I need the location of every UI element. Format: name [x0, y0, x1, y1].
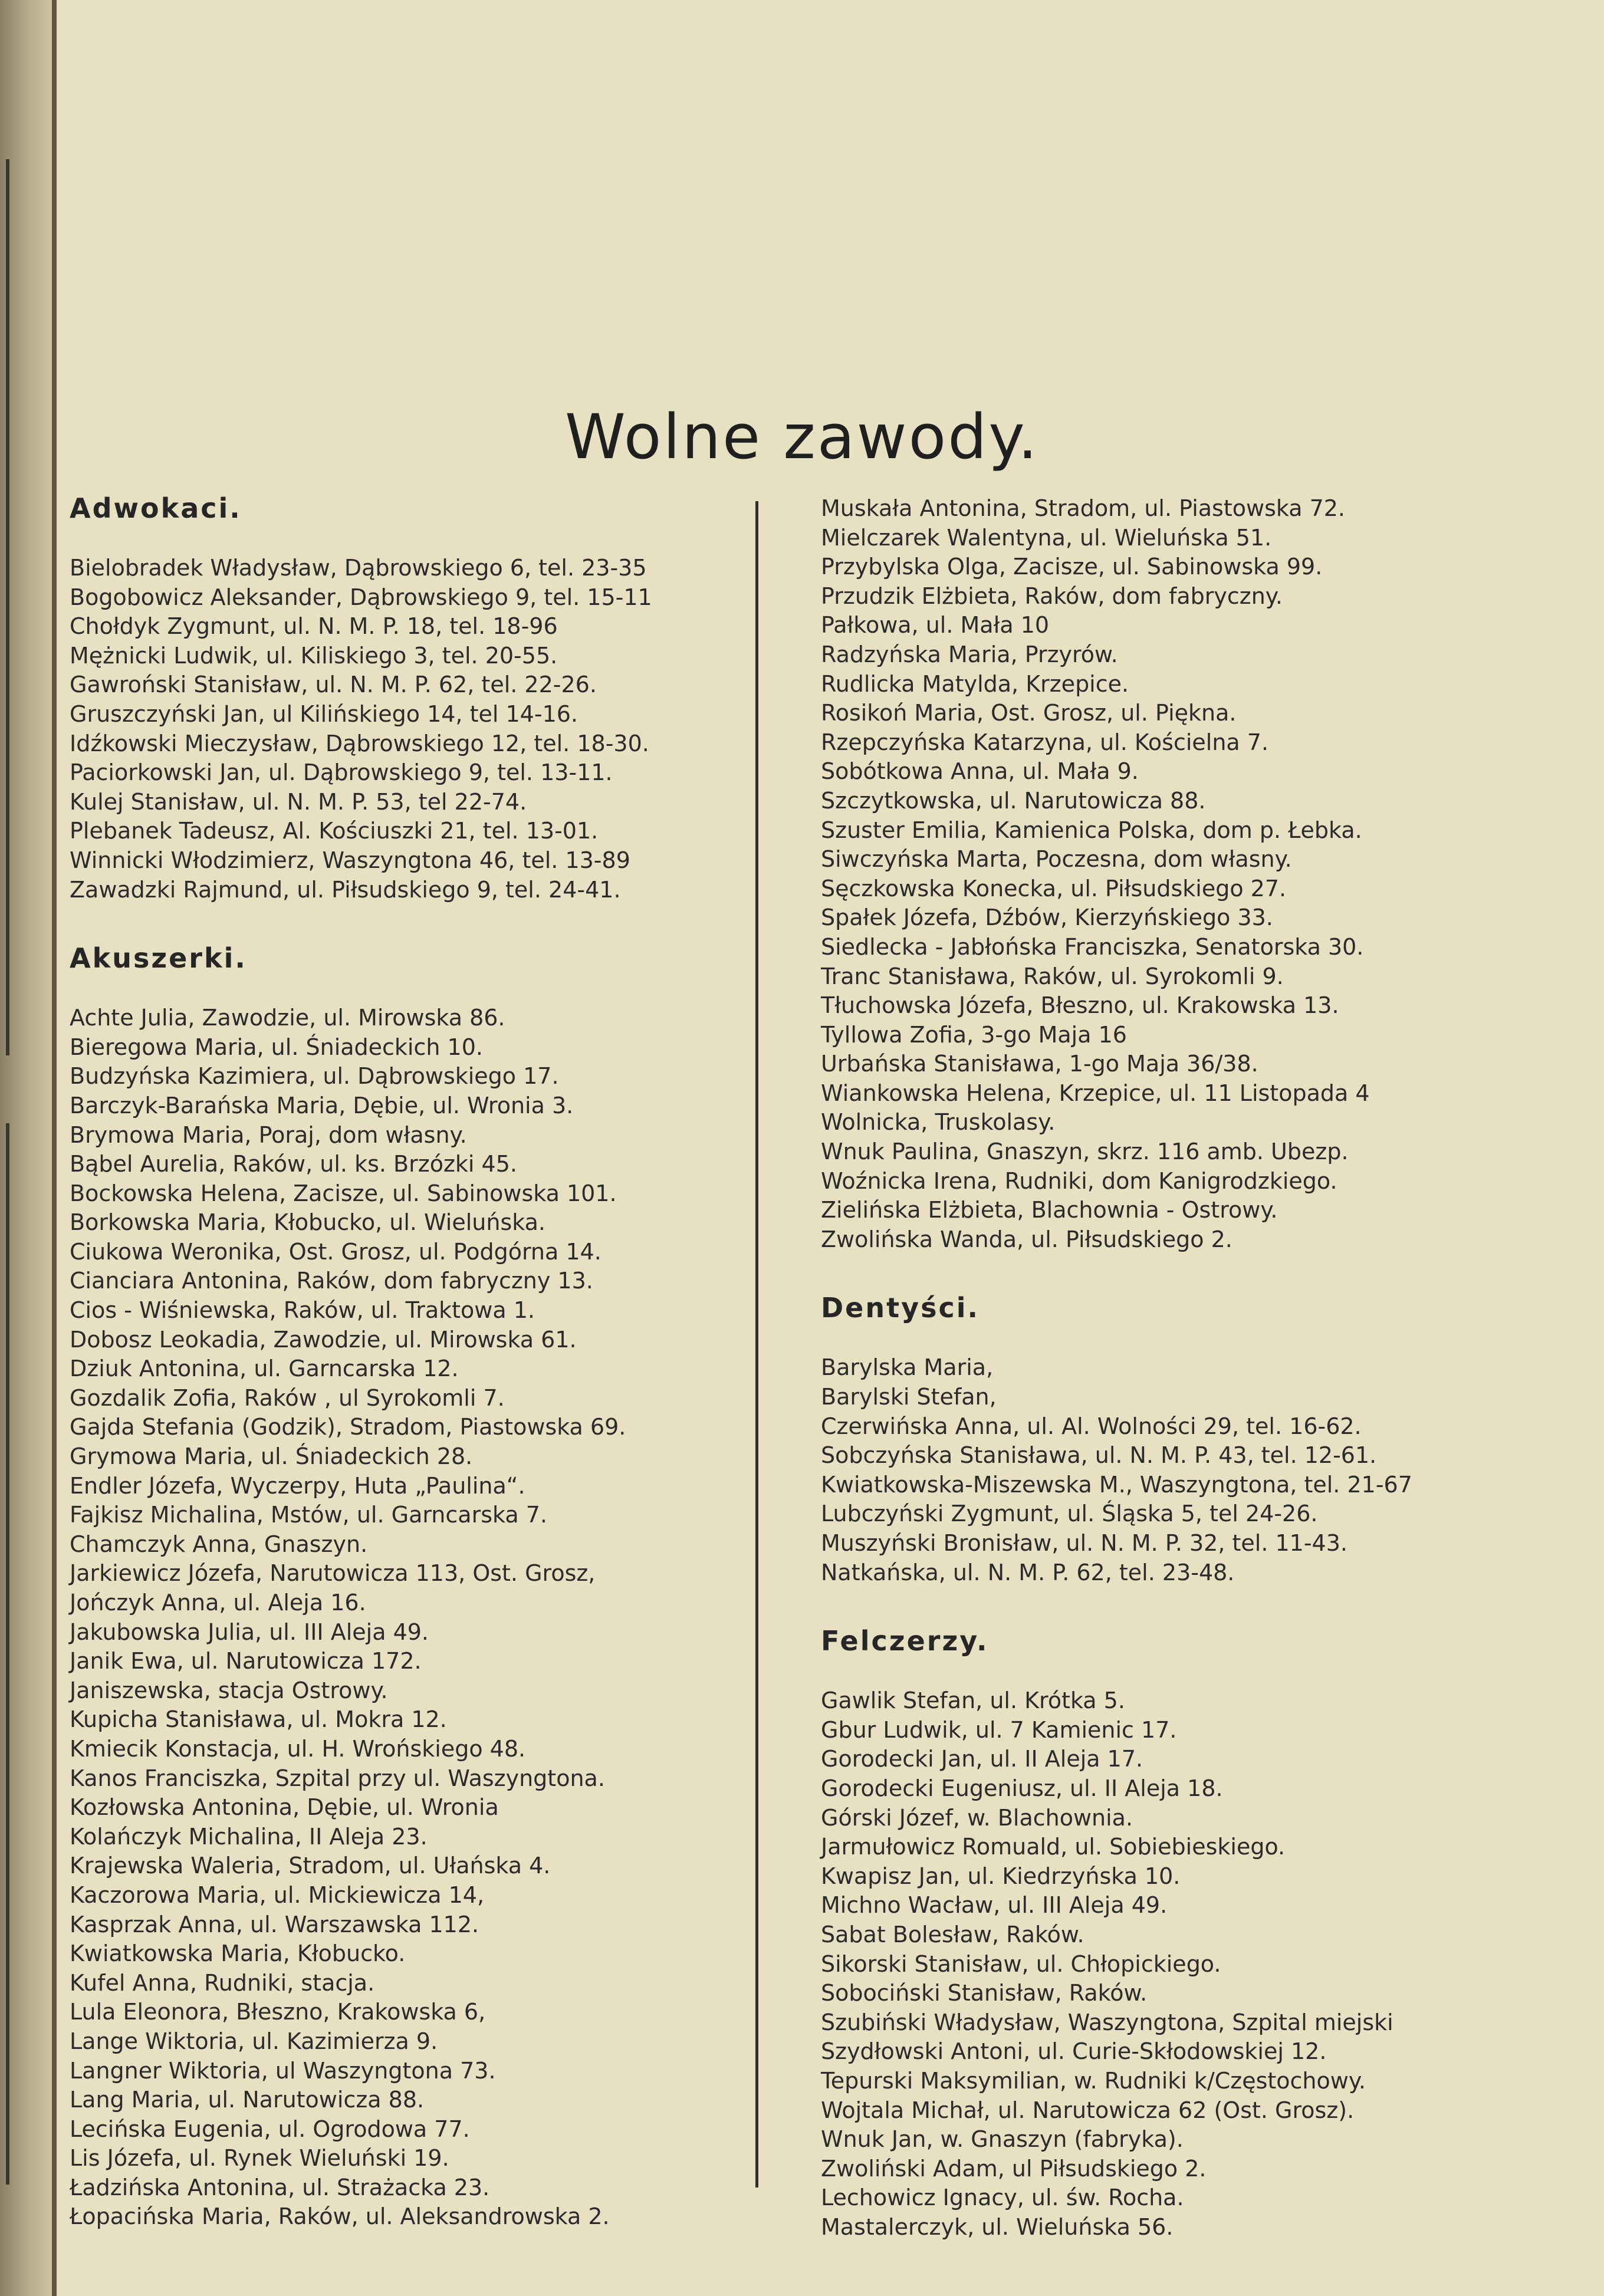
directory-entry: Gorodecki Jan, ul. II Aleja 17.: [821, 1746, 1143, 1772]
right-column: [821, 494, 1534, 2279]
directory-entry: Urbańska Stanisława, 1-go Maja 36/38.: [821, 1051, 1258, 1077]
directory-entry: Jończyk Anna, ul. Aleja 16.: [70, 1590, 366, 1616]
directory-entry: Tepurski Maksymilian, w. Rudniki k/Częstochowy.: [821, 2067, 1366, 2094]
directory-entry: Lis Józefa, ul. Rynek Wieluński 19.: [70, 2145, 449, 2172]
directory-entry: Łopacińska Maria, Raków, ul. Aleksandrowska 2.: [70, 2203, 610, 2230]
directory-entry: Zielińska Elżbieta, Blachownia - Ostrowy.: [821, 1197, 1278, 1223]
left-column: [70, 492, 742, 2269]
directory-entry: Kulej Stanisław, ul. N. M. P. 53, tel 22-74.: [70, 788, 527, 815]
directory-entry: Krajewska Waleria, Stradom, ul. Ułańska 4.: [70, 1853, 551, 1879]
directory-entry: Tyllowa Zofia, 3-go Maja 16: [821, 1021, 1127, 1048]
directory-entry: Muszyński Bronisław, ul. N. M. P. 32, tel. 11-43.: [821, 1530, 1347, 1556]
directory-entry: Barylska Maria,: [821, 1354, 994, 1381]
directory-entry: Dobosz Leokadia, Zawodzie, ul. Mirowska 61.: [70, 1326, 577, 1353]
directory-entry: Zwolińska Wanda, ul. Piłsudskiego 2.: [821, 1226, 1232, 1252]
directory-entry: Sęczkowska Konecka, ul. Piłsudskiego 27.: [821, 875, 1287, 902]
directory-entry: Kolańczyk Michalina, II Aleja 23.: [70, 1823, 428, 1850]
directory-entry: Sabat Bolesław, Raków.: [821, 1921, 1084, 1948]
directory-entry: Lecińska Eugenia, ul. Ogrodowa 77.: [70, 2116, 470, 2142]
directory-entry: Jarmułowicz Romuald, ul. Sobiebieskiego.: [821, 1834, 1286, 1860]
directory-entry: Wnuk Paulina, Gnaszyn, skrz. 116 amb. Ubezp.: [821, 1139, 1349, 1165]
directory-entry: Wojtala Michał, ul. Narutowicza 62 (Ost. Grosz).: [821, 2097, 1355, 2123]
directory-entry: Paciorkowski Jan, ul. Dąbrowskiego 9, tel. 13-11.: [70, 759, 613, 786]
previous-page-border-line: [6, 1123, 9, 2185]
directory-entry: Fajkisz Michalina, Mstów, ul. Garncarska 7.: [70, 1502, 547, 1528]
directory-entry: Pałkowa, ul. Mała 10: [821, 612, 1050, 639]
directory-entry: Endler Józefa, Wyczerpy, Huta „Paulina“.: [70, 1472, 525, 1499]
directory-entry: Lang Maria, ul. Narutowicza 88.: [70, 2087, 425, 2113]
directory-entry: Szydłowski Antoni, ul. Curie-Skłodowskiej 12.: [821, 2038, 1327, 2065]
directory-entry: Bąbel Aurelia, Raków, ul. ks. Brzózki 45.: [70, 1151, 517, 1177]
directory-entry: Siwczyńska Marta, Poczesna, dom własny.: [821, 846, 1292, 873]
directory-entry: Ciukowa Weronika, Ost. Grosz, ul. Podgórna 14.: [70, 1238, 602, 1265]
directory-entry: Kwiatkowska Maria, Kłobucko.: [70, 1940, 406, 1967]
directory-entry: Chołdyk Zygmunt, ul. N. M. P. 18, tel. 18-96: [70, 613, 558, 640]
section-dentys-ci: [821, 1292, 1534, 1587]
section-akuszerki: [70, 942, 742, 2232]
directory-entry: Janiszewska, stacja Ostrowy.: [70, 1677, 388, 1703]
directory-entry: Bieregowa Maria, ul. Śniadeckich 10.: [70, 1034, 483, 1060]
section-heading: Akuszerki.: [70, 942, 247, 975]
directory-entry: Sobociński Stanisław, Raków.: [821, 1980, 1148, 2006]
directory-entry: Czerwińska Anna, ul. Al. Wolności 29, tel. 16-62.: [821, 1413, 1362, 1439]
directory-entry: Gajda Stefania (Godzik), Stradom, Piastowska 69.: [70, 1414, 626, 1440]
directory-entry: Plebanek Tadeusz, Al. Kościuszki 21, tel. 13-01.: [70, 818, 599, 844]
directory-entry: Idźkowski Mieczysław, Dąbrowskiego 12, tel. 18-30.: [70, 730, 649, 756]
directory-entry: Zwoliński Adam, ul Piłsudskiego 2.: [821, 2155, 1207, 2182]
directory-entry: Zawadzki Rajmund, ul. Piłsudskiego 9, tel. 24-41.: [70, 876, 621, 903]
directory-entry: Jarkiewicz Józefa, Narutowicza 113, Ost. Grosz,: [70, 1560, 596, 1587]
section-continued: [821, 494, 1534, 1254]
directory-entry: Rosikoń Maria, Ost. Grosz, ul. Piękna.: [821, 700, 1237, 726]
directory-entry: Tranc Stanisława, Raków, ul. Syrokomli 9.: [821, 963, 1284, 989]
directory-entry: Achte Julia, Zawodzie, ul. Mirowska 86.: [70, 1005, 505, 1031]
directory-entry: Dziuk Antonina, ul. Garncarska 12.: [70, 1356, 459, 1382]
directory-entry: Kmiecik Konstacja, ul. H. Wrońskiego 48.: [70, 1735, 526, 1762]
directory-entry: Kozłowska Antonina, Dębie, ul. Wronia: [70, 1794, 499, 1821]
directory-entry: Bogobowicz Aleksander, Dąbrowskiego 9, tel. 15-11: [70, 584, 652, 610]
directory-entry: Lange Wiktoria, ul. Kazimierza 9.: [70, 2028, 438, 2054]
directory-entry: Mężnicki Ludwik, ul. Kiliskiego 3, tel. 20-55.: [70, 642, 558, 669]
directory-entry: Lubczyński Zygmunt, ul. Śląska 5, tel 24-26.: [821, 1501, 1318, 1527]
directory-entry: Mielczarek Walentyna, ul. Wieluńska 51.: [821, 524, 1272, 551]
directory-entry: Rzepczyńska Katarzyna, ul. Kościelna 7.: [821, 729, 1269, 755]
page-title: Wolne zawody.: [564, 401, 1040, 473]
directory-entry: Kufel Anna, Rudniki, stacja.: [70, 1969, 375, 1996]
directory-entry: Sobczyńska Stanisława, ul. N. M. P. 43, tel. 12-61.: [821, 1442, 1377, 1469]
directory-entry: Kwapisz Jan, ul. Kiedrzyńska 10.: [821, 1863, 1181, 1889]
directory-entry: Bielobradek Władysław, Dąbrowskiego 6, tel. 23-35: [70, 555, 647, 581]
directory-entry: Brymowa Maria, Poraj, dom własny.: [70, 1121, 467, 1148]
directory-entry: Cios - Wiśniewska, Raków, ul. Traktowa 1.: [70, 1297, 535, 1324]
directory-entry: Michno Wacław, ul. III Aleja 49.: [821, 1892, 1168, 1919]
directory-entry: Radzyńska Maria, Przyrów.: [821, 641, 1118, 667]
directory-entry: Wiankowska Helena, Krzepice, ul. 11 Listopada 4: [821, 1080, 1370, 1106]
directory-entry: Wolnicka, Truskolasy.: [821, 1109, 1056, 1136]
directory-entry: Szuster Emilia, Kamienica Polska, dom p. Łebka.: [821, 817, 1362, 843]
directory-entry: Janik Ewa, ul. Narutowicza 172.: [70, 1648, 422, 1675]
directory-entry: Rudlicka Matylda, Krzepice.: [821, 670, 1129, 697]
directory-entry: Natkańska, ul. N. M. P. 62, tel. 23-48.: [821, 1559, 1235, 1586]
directory-entry: Lechowicz Ignacy, ul. św. Rocha.: [821, 2185, 1184, 2211]
directory-entry: Kanos Franciszka, Szpital przy ul. Waszyngtona.: [70, 1765, 605, 1791]
directory-entry: Bockowska Helena, Zacisze, ul. Sabinowska 101.: [70, 1180, 617, 1206]
directory-entry: Cianciara Antonina, Raków, dom fabryczny 13.: [70, 1268, 593, 1294]
directory-entry: Chamczyk Anna, Gnaszyn.: [70, 1531, 368, 1557]
directory-entry: Przybylska Olga, Zacisze, ul. Sabinowska 99.: [821, 554, 1323, 580]
directory-entry: Tłuchowska Józefa, Błeszno, ul. Krakowska 13.: [821, 992, 1339, 1019]
directory-entry: Muskała Antonina, Stradom, ul. Piastowska 72.: [821, 495, 1346, 521]
directory-entry: Ładzińska Antonina, ul. Strażacka 23.: [70, 2174, 490, 2200]
directory-entry: Gawroński Stanisław, ul. N. M. P. 62, tel. 22-26.: [70, 672, 597, 698]
directory-entry: Gozdalik Zofia, Raków , ul Syrokomli 7.: [70, 1384, 505, 1411]
section-adwokaci: [70, 492, 742, 904]
directory-entry: Spałek Józefa, Dźbów, Kierzyńskiego 33.: [821, 904, 1273, 931]
directory-entry: Kaczorowa Maria, ul. Mickiewicza 14,: [70, 1881, 485, 1908]
directory-entry: Kwiatkowska-Miszewska M., Waszyngtona, tel. 21-67: [821, 1471, 1412, 1498]
section-heading: Felczerzy.: [821, 1625, 989, 1657]
directory-entry: Winnicki Włodzimierz, Waszyngtona 46, tel. 13-89: [70, 847, 630, 873]
directory-entry: Borkowska Maria, Kłobucko, ul. Wieluńska.: [70, 1209, 545, 1236]
directory-entry: Gbur Ludwik, ul. 7 Kamienic 17.: [821, 1716, 1177, 1743]
directory-entry: Lula Eleonora, Błeszno, Krakowska 6,: [70, 1999, 486, 2025]
directory-entry: Wnuk Jan, w. Gnaszyn (fabryka).: [821, 2126, 1184, 2153]
directory-entry: Grymowa Maria, ul. Śniadeckich 28.: [70, 1443, 473, 1470]
page-gutter-edge: [52, 0, 57, 2296]
directory-entry: Kasprzak Anna, ul. Warszawska 112.: [70, 1911, 479, 1938]
directory-entry: Langner Wiktoria, ul Waszyngtona 73.: [70, 2057, 496, 2084]
directory-entry: Siedlecka - Jabłońska Franciszka, Senatorska 30.: [821, 933, 1364, 960]
directory-entry: Szczytkowska, ul. Narutowicza 88.: [821, 787, 1206, 814]
section-heading: Adwokaci.: [70, 492, 242, 524]
section-heading: Dentyści.: [821, 1292, 980, 1324]
directory-entry: Sobótkowa Anna, ul. Mała 9.: [821, 758, 1139, 785]
section-felczerzy: [821, 1625, 1534, 2242]
directory-entry: Jakubowska Julia, ul. III Aleja 49.: [70, 1619, 429, 1645]
directory-entry: Sikorski Stanisław, ul. Chłopickiego.: [821, 1950, 1221, 1977]
directory-entry: Przudzik Elżbieta, Raków, dom fabryczny.: [821, 583, 1283, 609]
directory-entry: Gawlik Stefan, ul. Krótka 5.: [821, 1688, 1125, 1714]
directory-entry: Gruszczyński Jan, ul Kilińskiego 14, tel 14-16.: [70, 700, 578, 727]
previous-page-border-line: [6, 159, 9, 1055]
directory-entry: Szubiński Władysław, Waszyngtona, Szpital miejski: [821, 2009, 1393, 2035]
directory-entry: Woźnicka Irena, Rudniki, dom Kanigrodzkiego.: [821, 1167, 1337, 1194]
directory-entry: Barczyk-Barańska Maria, Dębie, ul. Wronia 3.: [70, 1092, 574, 1119]
directory-entry: Budzyńska Kazimiera, ul. Dąbrowskiego 17.: [70, 1063, 559, 1090]
directory-entry: Barylski Stefan,: [821, 1384, 997, 1410]
directory-entry: Kupicha Stanisława, ul. Mokra 12.: [70, 1706, 447, 1733]
directory-entry: Mastalerczyk, ul. Wieluńska 56.: [821, 2213, 1174, 2240]
directory-entry: Gorodecki Eugeniusz, ul. II Aleja 18.: [821, 1775, 1223, 1801]
column-divider: [755, 501, 758, 2188]
directory-entry: Górski Józef, w. Blachownia.: [821, 1804, 1133, 1831]
